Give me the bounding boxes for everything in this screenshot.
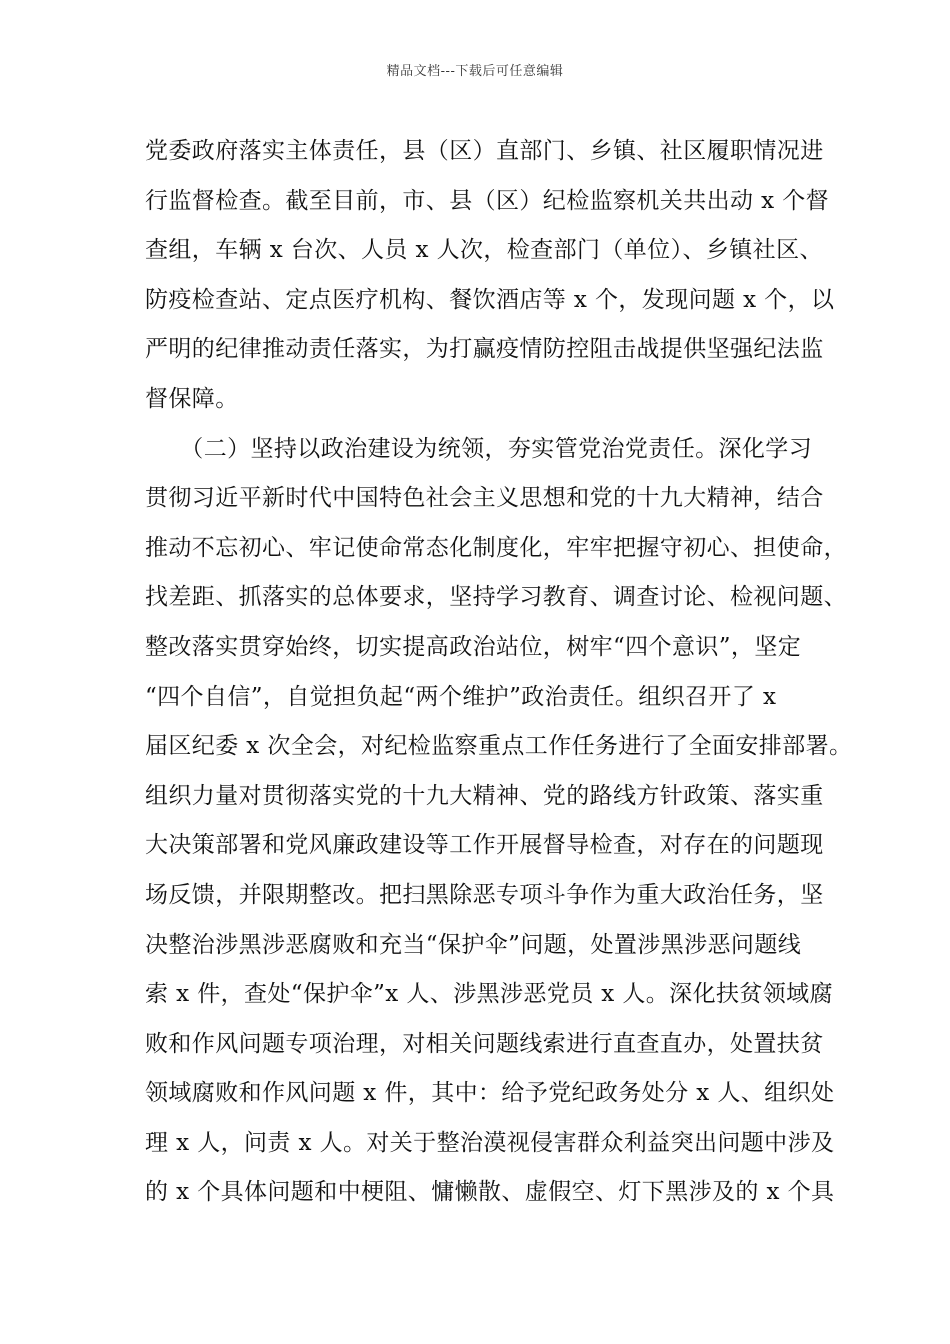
text-line: 大决策部署和党风廉政建设等工作开展督导检查，对存在的问题现 — [145, 832, 824, 859]
text-line: 场反馈，并限期整改。把扫黑除恶专项斗争作为重大政治任务，坚 — [145, 881, 824, 908]
text-line: 整改落实贯穿始终，切实提高政治站位，树牢“四个意识”，坚定 — [145, 633, 802, 660]
document-body — [145, 131, 853, 1222]
text-line: “四个自信”，自觉担负起“两个维护”政治责任。组织召开了 x — [145, 683, 777, 710]
text-line: 理 x 人，问责 x 人。对关于整治漠视侵害群众利益突出问题中涉及 — [145, 1129, 835, 1156]
text-line: 防疫检查站、定点医疗机构、餐饮酒店等 x 个，发现问题 x 个，以 — [145, 286, 835, 313]
text-line: 党委政府落实主体责任，县（区）直部门、乡镇、社区履职情况进 — [145, 138, 824, 164]
text-line: 查组，车辆 x 台次、人员 x 人次，检查部门（单位）、乡镇社区、 — [145, 237, 823, 264]
text-line: 督保障。 — [145, 385, 239, 412]
text-line: 推动不忘初心、牢记使命常态化制度化，牢牢把握守初心、担使命， — [145, 534, 847, 561]
text-line: 决整治涉黑涉恶腐败和充当“保护伞”问题，处置涉黑涉恶问题线 — [145, 931, 802, 958]
page-header: 精品文档---下载后可任意编辑 — [386, 64, 564, 79]
text-line: 届区纪委 x 次全会，对纪检监察重点工作任务进行了全面安排部署。 — [145, 733, 853, 760]
text-line: 行监督检查。截至目前，市、县（区）纪检监察机关共出动 x 个督 — [145, 187, 829, 214]
text-line: 领域腐败和作风问题 x 件，其中：给予党纪政务处分 x 人、组织处 — [145, 1080, 835, 1107]
text-line: 的 x 个具体问题和中梗阻、慵懒散、虚假空、灯下黑涉及的 x 个具 — [145, 1179, 835, 1206]
text-line: 败和作风问题专项治理，对相关问题线索进行直查直办，处置扶贫 — [145, 1030, 824, 1057]
section-heading-line: （二）坚持以政治建设为统领，夯实管党治党责任。深化学习 — [145, 435, 813, 462]
text-line: 贯彻习近平新时代中国特色社会主义思想和党的十九大精神，结合 — [145, 485, 824, 512]
text-line: 组织力量对贯彻落实党的十九大精神、党的路线方针政策、落实重 — [145, 782, 824, 809]
text-line: 索 x 件，查处“保护伞”x 人、涉黑涉恶党员 x 人。深化扶贫领域腐 — [145, 981, 833, 1008]
text-line: 找差距、抓落实的总体要求，坚持学习教育、调查讨论、检视问题、 — [145, 584, 847, 611]
text-line: 严明的纪律推动责任落实，为打赢疫情防控阻击战提供坚强纪法监 — [145, 336, 824, 363]
